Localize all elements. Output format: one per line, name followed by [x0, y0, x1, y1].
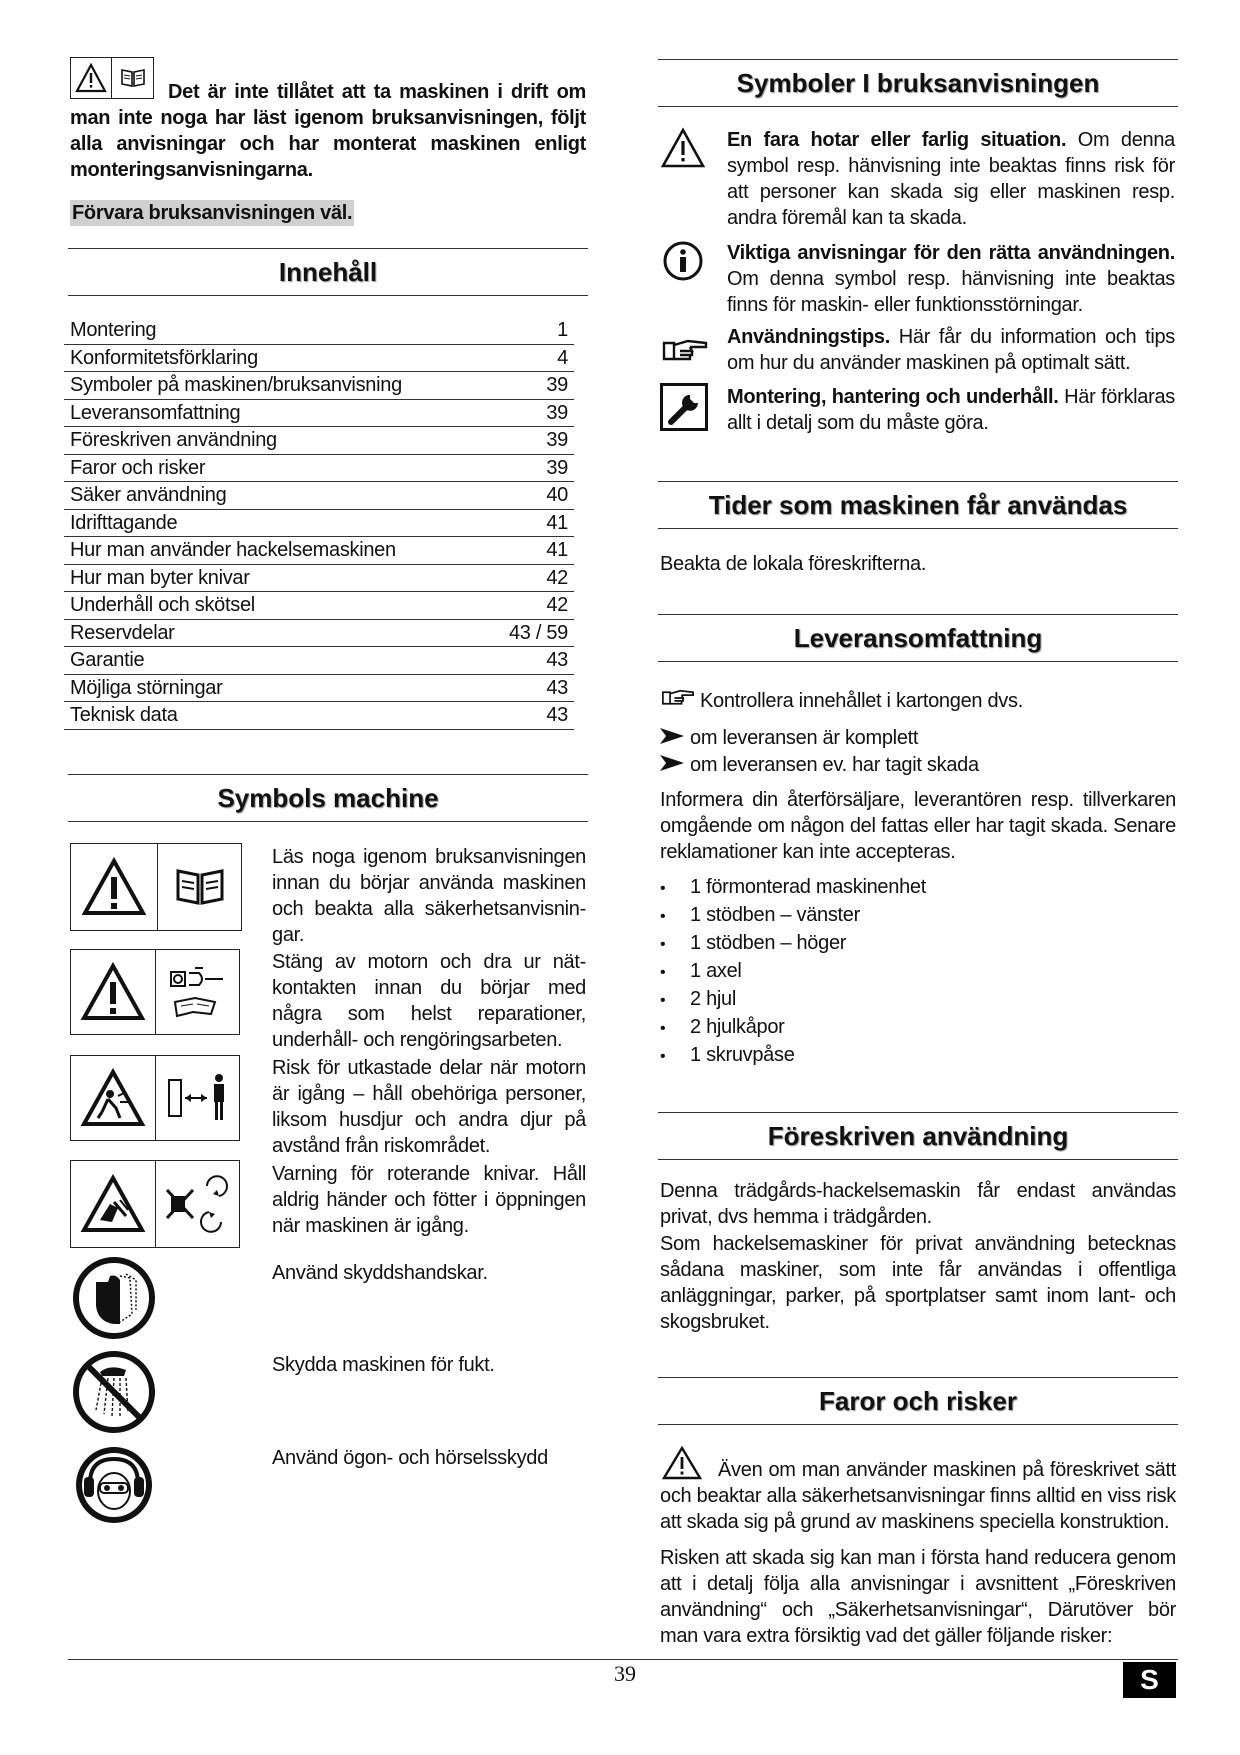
warning-triangle-icon	[71, 950, 156, 1034]
no-hands-rotation-icon	[156, 1161, 239, 1247]
symbol-rotating-blades	[70, 1160, 240, 1248]
list-item: om leveransen ev. har tagit skada	[660, 752, 1176, 779]
list-item: • 1 stödben – höger	[660, 932, 847, 954]
symbol-eye-ear-text: Använd ögon- och hörselsskydd	[272, 1447, 548, 1469]
manual-symbol-danger-text: En fara hotar eller farlig situation. Om denna symbol resp. hänvisning inte beaktas finns risk för att personer kan skada sig eller maskinen resp. andra föremål kan ta skada.	[727, 129, 1176, 229]
toc-row[interactable]: Teknisk data 43	[64, 702, 574, 730]
pointing-hand-icon	[660, 687, 700, 715]
pointing-hand-icon	[660, 337, 710, 365]
eye-ear-protection-icon	[70, 1443, 158, 1527]
toc-row[interactable]: Montering 1	[64, 317, 574, 345]
list-item: om leveransen är komplett	[660, 725, 1176, 752]
manual-symbol-info-text: Viktiga anvisningar för den rätta användningen. Om denna symbol resp. hänvisning inte beaktas finns för maskin- eller funktionsstörningar.	[727, 242, 1175, 316]
toc-row[interactable]: Leveransomfattning 39	[64, 400, 574, 428]
info-icon	[662, 240, 704, 282]
no-moisture-icon	[70, 1350, 158, 1434]
usage-times-heading: Tider som maskinen får användas	[658, 481, 1178, 529]
arrow-icon	[660, 754, 690, 777]
delivery-check: Kontrollera innehållet i kartongen dvs.	[660, 687, 1023, 715]
manual-symbols-heading: Symboler I bruksanvisningen	[658, 59, 1178, 107]
page-number: 39	[614, 1661, 636, 1686]
manual-symbol-tips-text: Användningstips. Här får du information och tips om hur du använder maskinen på optimalt sätt.	[727, 326, 1175, 374]
toc-row[interactable]: Symboler på maskinen/bruksanvisning 39	[64, 372, 574, 400]
toc-row[interactable]: Möjliga störningar 43	[64, 675, 574, 703]
symbol-projectiles-text: Risk för utkastade delar när motorn är igång – håll obehöriga personer, liksom husdjur och andra djur på avstånd från riskområdet.	[272, 1057, 586, 1157]
list-item: • 1 förmonterad maskinenhet	[660, 876, 926, 898]
arrow-icon	[660, 727, 690, 750]
warning-triangle-icon	[71, 844, 158, 930]
intended-use-text-1: Denna trädgårds-hackelsemaskin får endast användas privat, dvs hemma i trädgården.	[660, 1180, 1176, 1228]
toc-row[interactable]: Faror och risker 39	[64, 455, 574, 483]
symbol-read-manual-text: Läs noga igenom bruksanvisningen innan du börjar använda maskinen och beakta alla säkerhetsanvisnin-gar.	[272, 846, 586, 946]
toc-row[interactable]: Säker användning 40	[64, 482, 574, 510]
risks-text-1: Även om man använder maskinen på föreskrivet sätt och beaktar alla säkerhetsanvisningar finns alltid en viss risk att skada sig på grund av maskinens speciella konstruktion.	[660, 1459, 1176, 1533]
delivery-heading: Leveransomfattning	[658, 614, 1178, 662]
delivery-arrow-list	[660, 725, 1176, 779]
toc-row[interactable]: Föreskriven användning 39	[64, 427, 574, 455]
gloves-icon	[70, 1256, 158, 1340]
toc-row[interactable]: Underhåll och skötsel 42	[64, 592, 574, 620]
contents-table	[64, 317, 574, 730]
blade-warning-icon	[71, 1161, 156, 1247]
intended-use-text-2: Som hackelsemaskiner för privat användning betecknas sådana maskiner, som inte får användas i offentliga anläggningar, parker, på sportplatser samt inom lant- och skogsbruket.	[660, 1233, 1176, 1333]
intended-use-heading: Föreskriven användning	[658, 1112, 1178, 1160]
toc-row[interactable]: Konformitetsförklaring 4	[64, 345, 574, 373]
keep-distance-icon	[156, 1056, 239, 1140]
symbol-moisture-text: Skydda maskinen för fukt.	[272, 1354, 495, 1376]
list-item: • 1 axel	[660, 960, 742, 982]
delivery-bullet-list	[660, 876, 1176, 1072]
symbol-rotating-blades-text: Varning för roterande knivar. Håll aldrig händer och fötter i öppningen när maskinen är igång.	[272, 1163, 586, 1237]
symbol-projectiles	[70, 1055, 240, 1141]
symbol-unplug	[70, 949, 240, 1035]
risks-heading: Faror och risker	[658, 1377, 1178, 1425]
contents-heading: Innehåll	[68, 248, 588, 296]
unplug-icon	[156, 950, 239, 1034]
list-item: • 2 hjulkåpor	[660, 1016, 785, 1038]
wrench-icon	[660, 383, 708, 431]
toc-row[interactable]: Hur man byter knivar 42	[64, 565, 574, 593]
language-badge: S	[1123, 1662, 1176, 1698]
toc-row[interactable]: Reservdelar 43 / 59	[64, 620, 574, 648]
toc-row[interactable]: Idrifttagande 41	[64, 510, 574, 538]
list-item: • 1 stödben – vänster	[660, 904, 860, 926]
symbol-gloves-text: Använd skyddshandskar.	[272, 1262, 488, 1284]
warning-triangle-icon	[660, 127, 706, 169]
manual-book-icon	[158, 844, 241, 930]
risks-text-2: Risken att skada sig kan man i första hand reducera genom att i detalj följa alla anvisningar i avsnittent „Föreskriven användning“ och „Säkerhetsanvisningar“, Därutöver bör man vara extra försiktig vad det gäller följande risker:	[660, 1547, 1176, 1647]
footer-rule	[68, 1659, 1178, 1660]
list-item: • 1 skruvpåse	[660, 1044, 795, 1066]
delivery-info-text: Informera din återförsäljare, leverantören resp. tillverkaren omgående om någon del fattas eller har tagit skada. Senare reklamationer kan inte accepteras.	[660, 789, 1176, 863]
intro-warning-text: Det är inte tillåtet att ta maskinen i drift om man inte noga har läst igenom bruksanvisningen, följt alla anvisningar och har monterat maskinen enligt monteringsanvisningarna.	[70, 81, 586, 181]
usage-times-text: Beakta de lokala föreskrifterna.	[660, 553, 927, 575]
list-item: • 2 hjul	[660, 988, 737, 1010]
keep-manual-note: Förvara bruksanvisningen väl.	[72, 202, 353, 224]
toc-row[interactable]: Garantie 43	[64, 647, 574, 675]
toc-row[interactable]: Hur man använder hackelsemaskinen 41	[64, 537, 574, 565]
manual-symbol-maintenance-text: Montering, hantering och underhåll. Här förklaras allt i detalj som du måste göra.	[727, 386, 1175, 434]
symbol-read-manual	[70, 843, 242, 931]
symbols-machine-heading: Symbols machine	[68, 774, 588, 822]
symbol-unplug-text: Stäng av motorn och dra ur nät-kontakten innan du börjar med några som helst reparationer, underhåll- och rengöringsarbeten.	[272, 951, 586, 1051]
projectile-warning-icon	[71, 1056, 156, 1140]
